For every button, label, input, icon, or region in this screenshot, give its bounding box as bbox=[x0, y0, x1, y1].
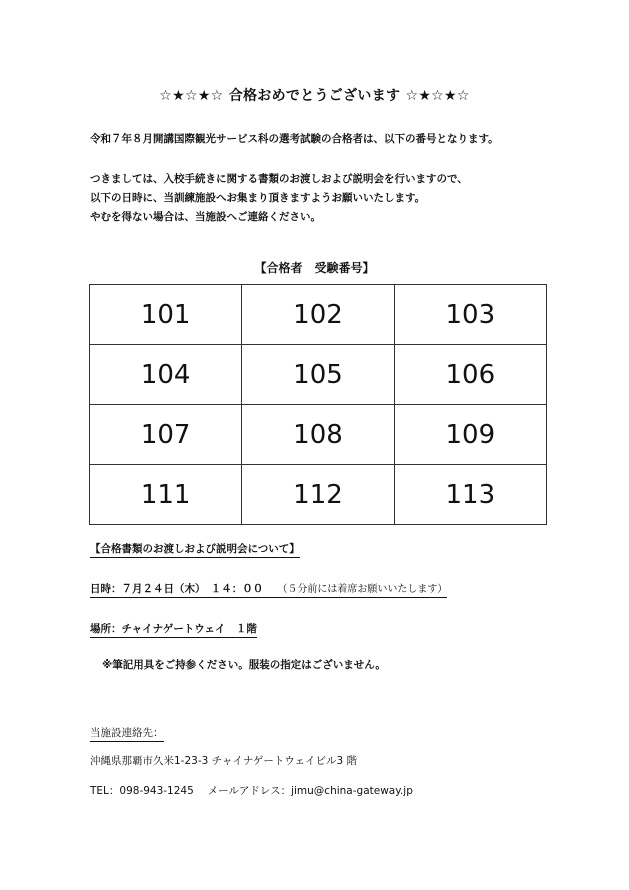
table-row bbox=[90, 345, 547, 405]
instruction-line: つきましては、入校手続きに関する書類のお渡しおよび説明会を行いますので、 bbox=[90, 173, 468, 185]
page-title: ☆★☆★☆ 合格おめでとうございます ☆★☆★☆ bbox=[159, 88, 470, 104]
exam-number-cell: 108 bbox=[242, 405, 394, 465]
contact-address: 沖縄県那覇市久米1-23-3 チャイナゲートウェイビル3 階 bbox=[90, 755, 357, 767]
session-heading-text: 【合格書類のお渡しおよび説明会について】 bbox=[90, 543, 300, 558]
datetime-note: （５分前には着席お願いいたします） bbox=[277, 584, 448, 595]
exam-number-cell: 101 bbox=[90, 285, 242, 345]
table-heading: 【合格者 受験番号】 bbox=[254, 261, 375, 275]
exam-number-cell: 107 bbox=[90, 405, 242, 465]
exam-number-cell: 109 bbox=[394, 405, 546, 465]
exam-number-cell: 112 bbox=[242, 465, 394, 525]
intro-text: 令和７年８月開講国際観光サービス科の選考試験の合格者は、以下の番号となります。 bbox=[90, 133, 499, 145]
table-row bbox=[90, 285, 547, 345]
datetime-line bbox=[90, 583, 447, 598]
exam-number-cell: 104 bbox=[90, 345, 242, 405]
exam-number-cell: 105 bbox=[242, 345, 394, 405]
datetime-label: 日時：７月２４日（木） １４：００ bbox=[90, 583, 264, 595]
instruction-line: やむを得ない場合は、当施設へご連絡ください。 bbox=[90, 211, 321, 223]
exam-number-cell: 113 bbox=[394, 465, 546, 525]
exam-number-cell: 103 bbox=[394, 285, 546, 345]
session-heading bbox=[90, 540, 300, 559]
exam-number-cell: 106 bbox=[394, 345, 546, 405]
exam-number-cell: 102 bbox=[242, 285, 394, 345]
place-label: 場所：チャイナゲートウェイ １階 bbox=[90, 623, 257, 638]
contact-heading bbox=[90, 725, 164, 740]
contact-heading-text: 当施設連絡先： bbox=[90, 727, 164, 742]
exam-number-cell: 111 bbox=[90, 465, 242, 525]
session-place bbox=[90, 620, 257, 639]
table-row bbox=[90, 405, 547, 465]
session-datetime bbox=[90, 580, 447, 599]
passing-numbers-table bbox=[89, 284, 547, 525]
instruction-line: 以下の日時に、当訓練施設へお集まり頂きますようお願いいたします。 bbox=[90, 192, 426, 204]
instruction-paragraph bbox=[90, 170, 468, 227]
contact-phone-email: TEL：098-943-1245 メールアドレス：jimu@china-gateway.jp bbox=[90, 785, 413, 797]
session-notice: ※筆記用具をご持参ください。服装の指定はございません。 bbox=[102, 659, 386, 671]
table-row bbox=[90, 465, 547, 525]
